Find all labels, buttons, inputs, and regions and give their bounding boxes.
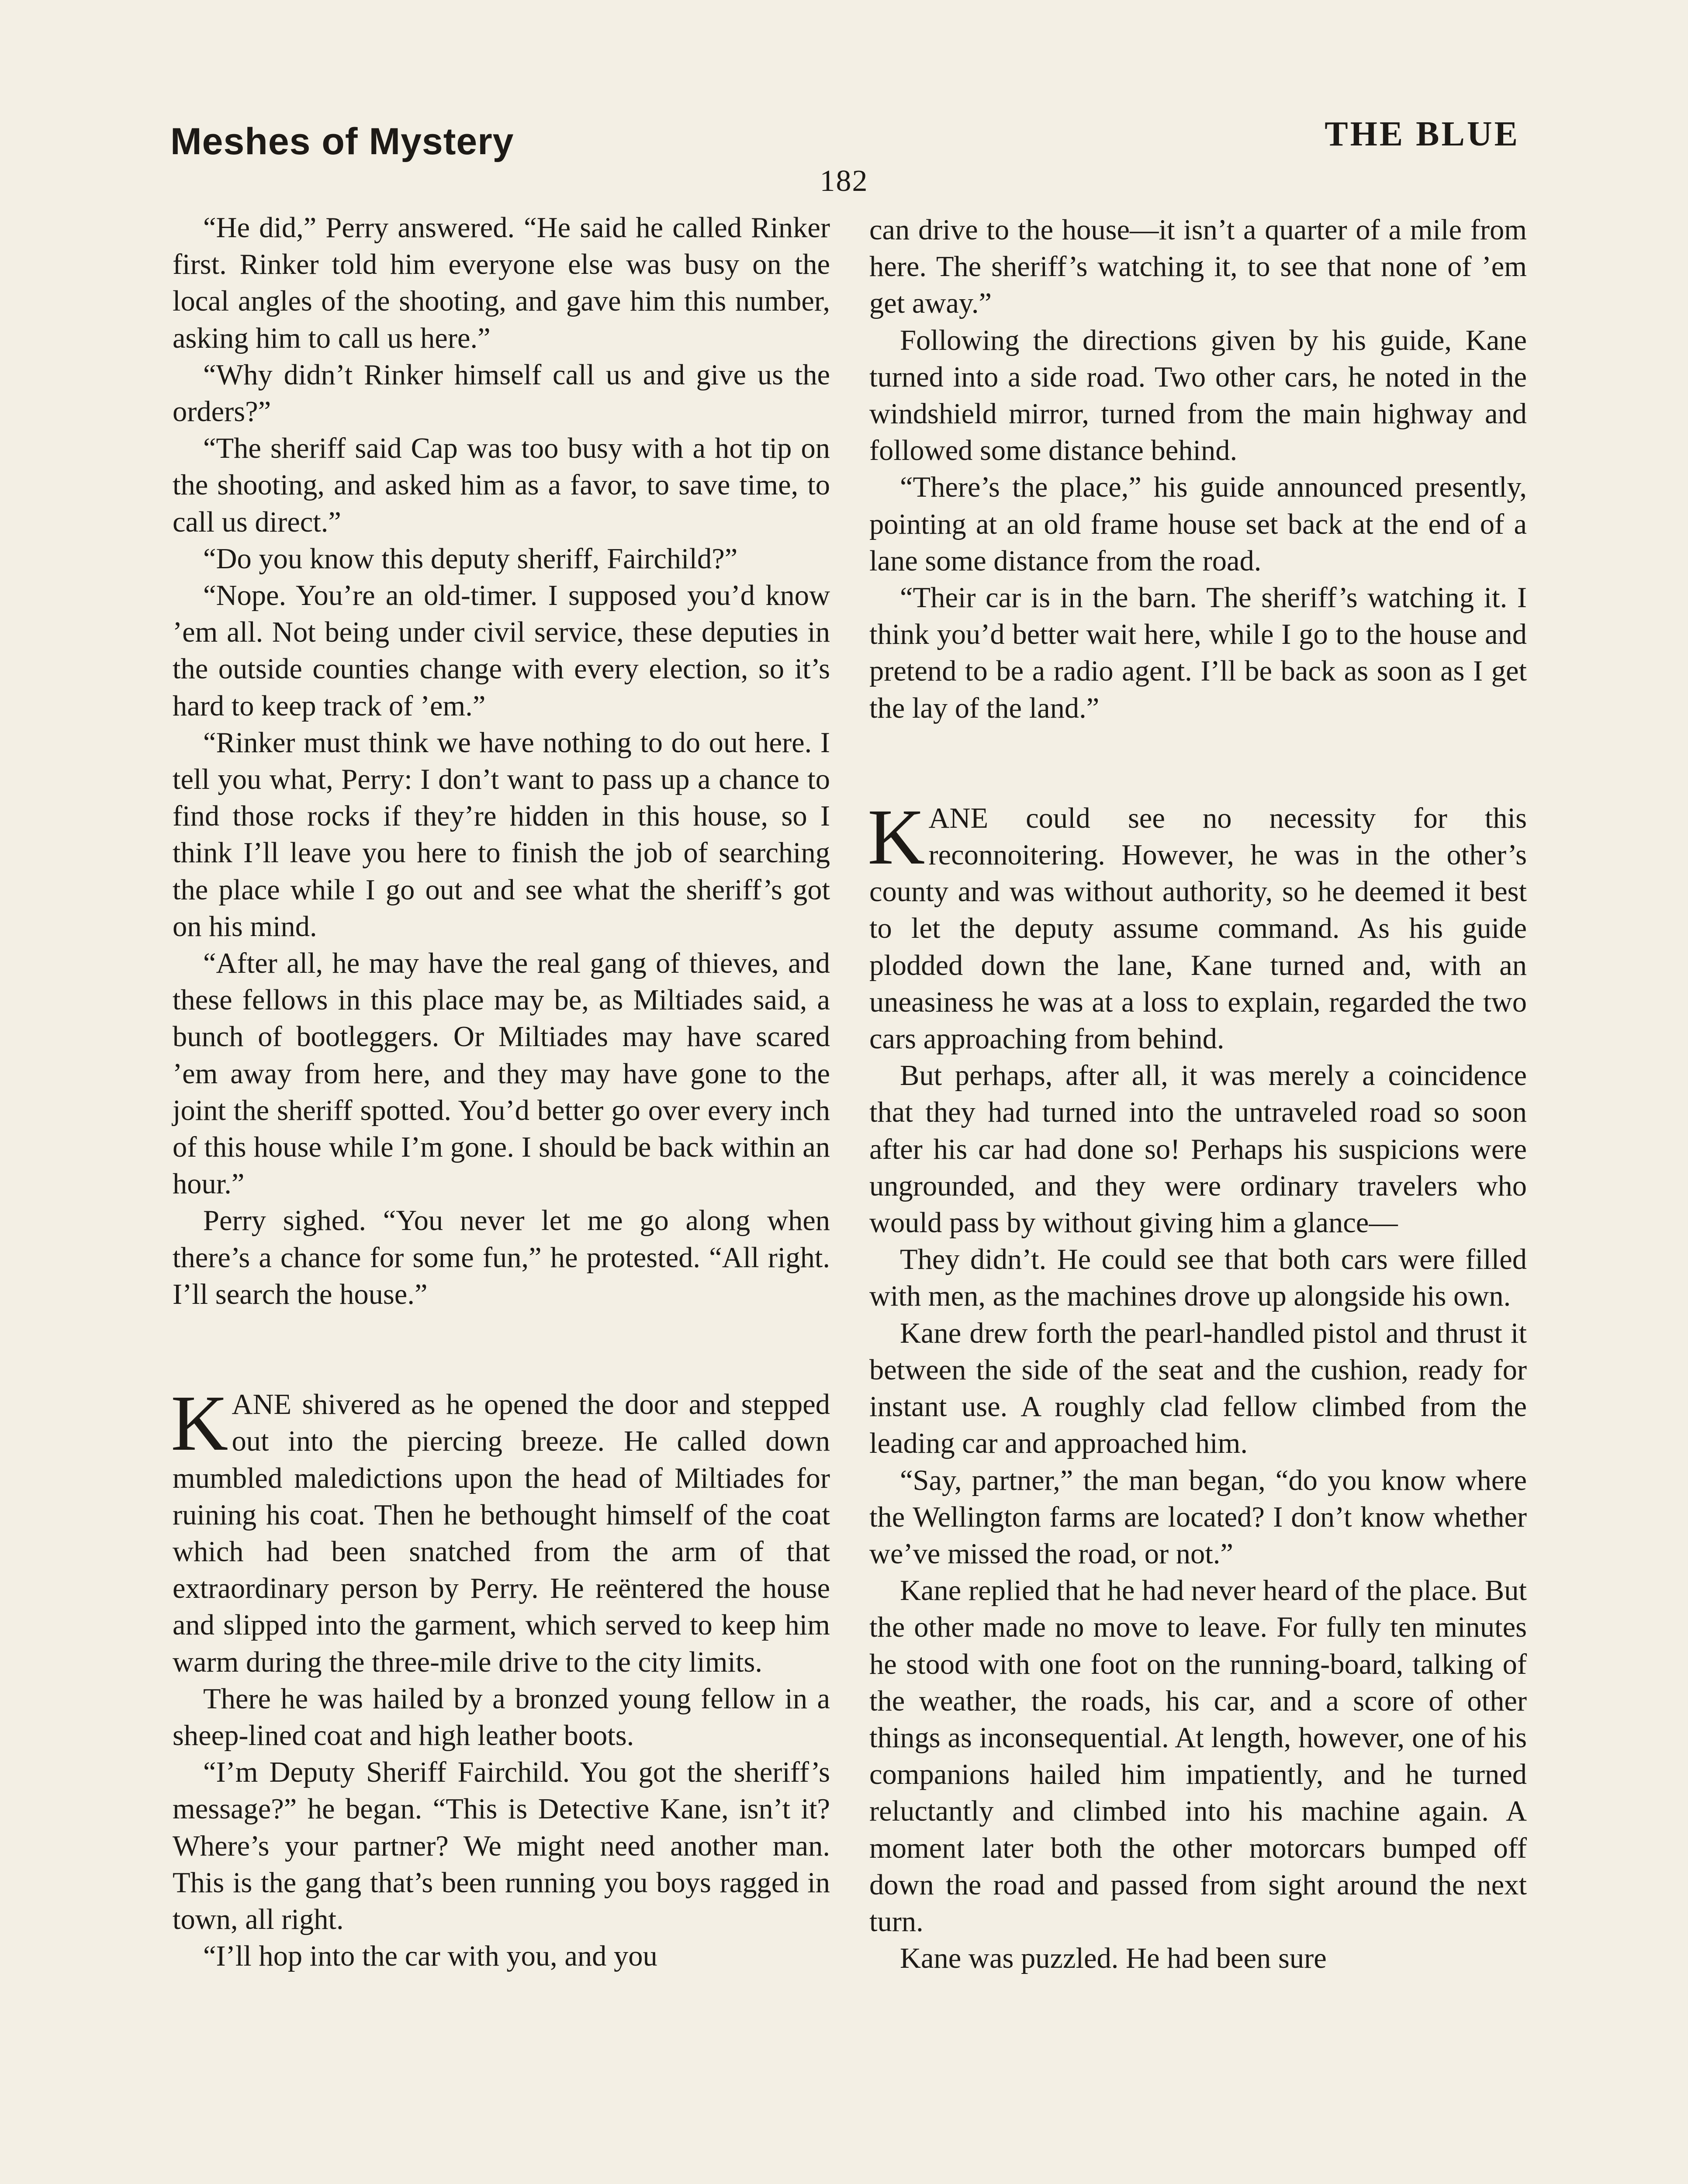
paragraph: “After all, he may have the real gang of thieves, and these fellows in this place may be, as Miltiades said, a bunch of bootleggers. Or Miltiades may have scared ’em away from here, and they may have gone to the joint the sheriff spotted. You’d better go over every inch of this house while I’m gone. I should be back within an hour.”: [173, 947, 830, 1200]
drop-cap: K: [868, 793, 925, 881]
paragraph: “There’s the place,” his guide announced presently, pointing at an old frame house set back at the end of a lane some distance from the road.: [869, 471, 1527, 577]
paragraph-text: ANE shivered as he opened the door and stepped out into the piercing breeze. He called down mumbled maledictions upon the head of Miltiades for ruining his coat. Then he bethought himself of the coat which had been snatched from the arm of that extraordinary person by Perry. He reëntered the house and slipped into the garment, which served to keep him warm during the three-mile drive to the city limits.: [173, 1389, 830, 1678]
paragraph: “Rinker must think we have nothing to do out here. I tell you what, Perry: I don’t want to pass up a chance to find those rocks if they’re hidden in this house, so I think I’ll leave you here to finish the job of searching the place while I go out and see what the sheriff’s got on his mind.: [173, 726, 830, 943]
paragraph: Kane drew forth the pearl-handled pistol and thrust it between the side of the seat and the cushion, ready for instant use. A roughly clad fellow climbed from the leading car and approached him.: [869, 1317, 1527, 1460]
paragraph: “Nope. You’re an old-timer. I supposed you’d know ’em all. Not being under civil service, these deputies in the outside counties change with every election, so it’s hard to keep track of ’em.”: [173, 580, 830, 722]
section-paragraph: [868, 793, 1527, 1057]
paragraph: “He did,” Perry answered. “He said he called Rinker first. Rinker told him everyone else was busy on the local angles of the shooting, and gave him this number, asking him to call us here.”: [173, 212, 830, 354]
paragraph-text: ANE could see no necessity for this reconnoitering. However, he was in the other’s county and was without authority, so he deemed it best to let the deputy assume command. As his guide plodded down the lane, Kane turned and, with an uneasiness he was at a loss to explain, regarded the two cars approaching from behind.: [869, 802, 1527, 1055]
paragraph: “Do you know this deputy sheriff, Fairchild?”: [203, 543, 738, 575]
left-column: [173, 210, 830, 1975]
paragraph: “Say, partner,” the man began, “do you know where the Wellington farms are located? I don’t know whether we’ve missed the road, or not.”: [869, 1464, 1527, 1570]
paragraph: “I’m Deputy Sheriff Fairchild. You got the sheriff’s message?” he began. “This is Detective Kane, isn’t it? Where’s your partner? We might need another man. This is the gang that’s been running you boys ragged in town, all right.: [173, 1756, 830, 1935]
running-title-right: THE BLUE: [1325, 115, 1520, 153]
paragraph: But perhaps, after all, it was merely a coincidence that they had turned into the untraveled road so soon after his car had done so! Perhaps his suspicions were ungrounded, and they were ordinary travelers who would pass by without giving him a glance—: [869, 1060, 1527, 1239]
paragraph: “I’ll hop into the car with you, and you: [203, 1940, 657, 1973]
paragraph: “Why didn’t Rinker himself call us and give us the orders?”: [173, 359, 830, 428]
paragraph: Kane was puzzled. He had been sure: [900, 1942, 1327, 1975]
paragraph: “Their car is in the barn. The sheriff’s watching it. I think you’d better wait here, while I go to the house and pretend to be a radio agent. I’ll be back as soon as I get the lay of the land.”: [869, 582, 1527, 724]
paragraph: They didn’t. He could see that both cars were filled with men, as the machines drove up alongside his own.: [869, 1244, 1527, 1313]
paragraph: Following the directions given by his guide, Kane turned into a side road. Two other cars, he noted in the windshield mirror, turned from the main highway and followed some distance behind.: [869, 324, 1527, 467]
paragraph: “The sheriff said Cap was too busy with a hot tip on the shooting, and asked him as a favor, to save time, to call us direct.”: [173, 432, 830, 538]
section-paragraph: [171, 1379, 830, 1681]
right-column: [869, 212, 1527, 1977]
drop-cap: K: [171, 1379, 228, 1468]
paragraph: Kane replied that he had never heard of the place. But the other made no move to leave. For fully ten minutes he stood with one foot on the running-board, talking of the weather, the roads, his car, and a score of other things as inconsequential. At length, however, one of his companions hailed him impatiently, and he turned reluctantly and climbed into his machine again. A moment later both the other motorcars bumped off down the road and passed from sight around the next turn.: [869, 1575, 1527, 1938]
paragraph: can drive to the house—it isn’t a quarter of a mile from here. The sheriff’s watching it, to see that none of ’em get away.”: [869, 214, 1527, 320]
running-title-left: Meshes of Mystery: [170, 121, 514, 162]
page-number: 182: [820, 164, 868, 198]
paragraph: There he was hailed by a bronzed young fellow in a sheep-lined coat and high leather boots.: [173, 1683, 830, 1752]
paragraph: Perry sighed. “You never let me go along when there’s a chance for some fun,” he protested. “All right. I’ll search the house.”: [173, 1205, 830, 1310]
